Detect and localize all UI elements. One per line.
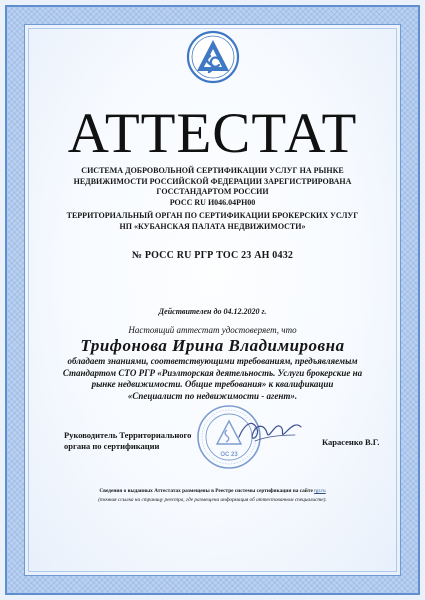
certification-system-block	[0, 166, 425, 208]
organ-name: НП «КУБАНСКАЯ ПАЛАТА НЕДВИЖИМОСТИ»	[119, 221, 306, 231]
signatory-name: Карасенко В.Г.	[322, 437, 380, 447]
validity-date: Действителен до 04.12.2020 г.	[158, 307, 267, 316]
handwritten-signature-icon	[235, 413, 305, 449]
system-line: ГОССТАНДАРТОМ РОССИИ	[156, 187, 269, 197]
description-line: рынке недвижимости. Общие требования» к квалификации	[91, 379, 334, 390]
description-line: Стандартом СТО РГР «Риэлторская деятельность. Услуги брокерские на	[62, 367, 363, 378]
system-line: НЕДВИЖИМОСТИ РОССИЙСКОЙ ФЕДЕРАЦИИ ЗАРЕГИСТРИРОВАНА	[73, 176, 352, 186]
system-line: СИСТЕМА ДОБРОВОЛЬНОЙ СЕРТИФИКАЦИИ УСЛУГ НА РЫНКЕ	[81, 166, 344, 175]
qualification-description	[52, 356, 373, 402]
rgr-emblem-icon	[186, 30, 240, 84]
registration-number: № РОСС RU РГР ТОС 23 АН 0432	[131, 250, 294, 261]
signatory-role-line: Руководитель Территориального	[64, 430, 192, 440]
registry-footnote	[58, 487, 367, 505]
stamp-label: ОС 23	[220, 452, 238, 458]
certification-organ-block	[0, 211, 425, 232]
signatory-role	[64, 430, 191, 452]
description-line: «Специалист по недвижимости - агент».	[127, 390, 298, 401]
description-line: обладает знаниями, соответствующими требованиям, предъявляемым	[67, 356, 358, 366]
organ-line: ТЕРРИТОРИАЛЬНЫЙ ОРГАН ПО СЕРТИФИКАЦИИ БРОКЕРСКИХ УСЛУГ	[66, 211, 359, 220]
registry-link[interactable]: rgr.ru	[314, 488, 326, 494]
footer-text: Сведения о выданных Аттестатах размещены в Реестре системы сертификации на сайте	[99, 488, 313, 494]
signatory-role-line: органа по сертификации	[64, 441, 160, 451]
holder-name: Трифонова Ирина Владимировна	[80, 336, 345, 355]
footer-subnote: (точная ссылка на страницу реестра, где размещена информация об аттестованном специалисте).	[98, 497, 327, 503]
intro-text: Настоящий аттестат удостоверяет, что	[128, 325, 297, 335]
certificate-title: АТТЕСТАТ	[67, 102, 358, 165]
system-registration-code: РОСС RU И046.04РН00	[169, 197, 256, 207]
